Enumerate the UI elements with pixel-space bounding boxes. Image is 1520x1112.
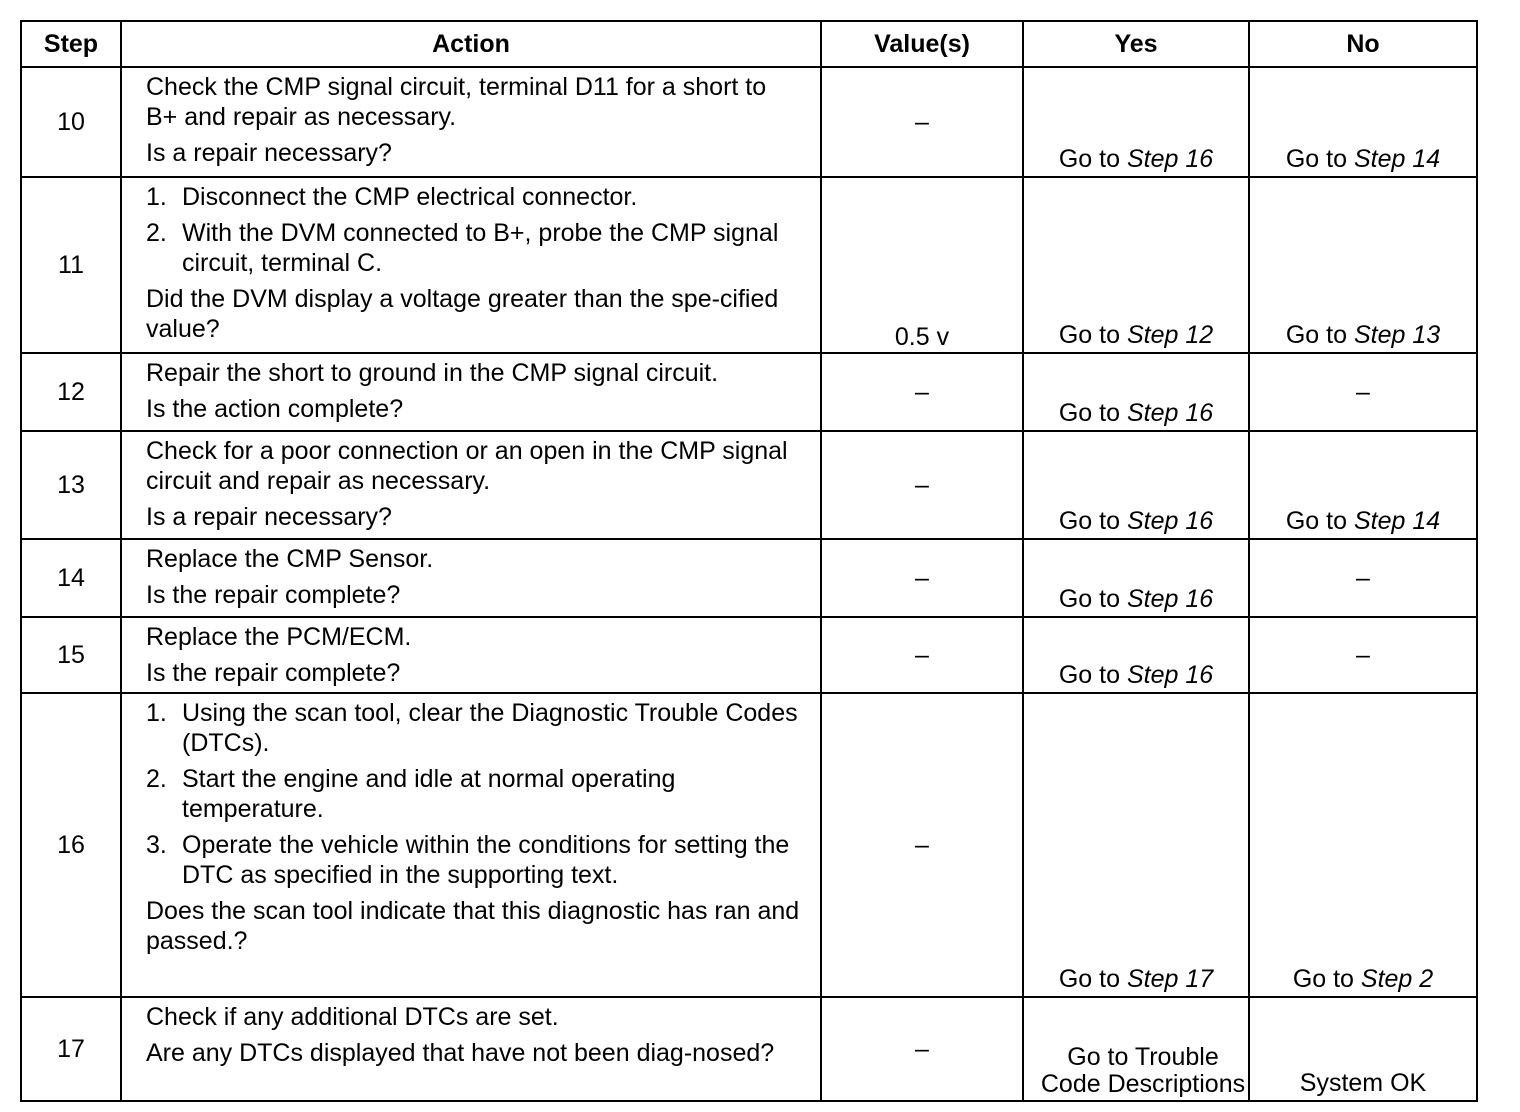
yes-cell (1023, 693, 1249, 997)
header-step: Step (21, 21, 121, 67)
item-text: Operate the vehicle within the conditions for setting the DTC as specified in the supporting text. (182, 831, 790, 889)
yes-prefix: Go to (1058, 145, 1127, 173)
action-question: Is the action complete? (146, 395, 404, 423)
table-row (21, 539, 1477, 617)
action-list-item (146, 218, 800, 278)
value-cell: – (821, 67, 1023, 177)
action-list-item (146, 182, 800, 212)
yes-cell (1023, 539, 1249, 617)
no-cell (1249, 431, 1477, 539)
table-row (21, 431, 1477, 539)
yes-step-ref: Step 16 (1126, 399, 1214, 427)
action-text: Repair the short to ground in the CMP signal circuit. (146, 359, 719, 387)
no-prefix: Go to (1285, 321, 1354, 349)
yes-prefix: Go to (1058, 507, 1127, 535)
action-question: Is the repair complete? (146, 659, 401, 687)
item-text: With the DVM connected to B+, probe the CMP signal circuit, terminal C. (182, 219, 779, 277)
action-cell (121, 177, 821, 353)
action-question: Did the DVM display a voltage greater than the spe-cified value? (146, 285, 779, 343)
no-step-ref: Step 14 (1353, 145, 1441, 173)
no-cell: – (1249, 617, 1477, 693)
action-question: Is a repair necessary? (146, 139, 392, 167)
table-row (21, 997, 1477, 1101)
item-number: 2. (146, 219, 167, 247)
value-cell: – (821, 693, 1023, 997)
header-row (21, 21, 1477, 67)
step-number: 16 (21, 693, 121, 997)
yes-step-ref: Step 16 (1126, 145, 1214, 173)
no-cell (1249, 67, 1477, 177)
item-text: Disconnect the CMP electrical connector. (182, 183, 638, 211)
yes-step-ref: Step 12 (1126, 321, 1214, 349)
yes-cell (1023, 431, 1249, 539)
table-row (21, 67, 1477, 177)
yes-cell (1023, 617, 1249, 693)
header-values: Value(s) (821, 21, 1023, 67)
item-text: Using the scan tool, clear the Diagnostic Trouble Codes (DTCs). (182, 699, 798, 757)
action-question: Is a repair necessary? (146, 503, 392, 531)
step-number: 13 (21, 431, 121, 539)
item-number: 2. (146, 765, 167, 793)
header-no: No (1249, 21, 1477, 67)
step-number: 12 (21, 353, 121, 431)
table-row (21, 617, 1477, 693)
yes-step-ref: Step 16 (1126, 585, 1214, 613)
action-question: Are any DTCs displayed that have not been diag-nosed? (146, 1039, 775, 1067)
action-text: Replace the CMP Sensor. (146, 545, 434, 573)
no-step-ref: Step 13 (1353, 321, 1441, 349)
step-number: 11 (21, 177, 121, 353)
action-question: Is the repair complete? (146, 581, 401, 609)
value-cell: – (821, 431, 1023, 539)
value-cell: – (821, 353, 1023, 431)
action-list-item (146, 830, 800, 890)
yes-prefix: Go to (1058, 585, 1127, 613)
step-number: 10 (21, 67, 121, 177)
table-row (21, 177, 1477, 353)
step-number: 15 (21, 617, 121, 693)
action-list-item (146, 698, 800, 758)
action-cell (121, 67, 821, 177)
no-step-ref: Step 2 (1360, 965, 1434, 993)
item-number: 3. (146, 831, 167, 859)
no-prefix: Go to (1285, 145, 1354, 173)
action-text: Check the CMP signal circuit, terminal D11 for a short to B+ and repair as necessary. (146, 73, 767, 131)
table-row (21, 693, 1477, 997)
yes-prefix: Go to (1058, 399, 1127, 427)
step-number: 17 (21, 997, 121, 1101)
table-row (21, 353, 1477, 431)
value-cell: – (821, 617, 1023, 693)
yes-cell (1023, 353, 1249, 431)
yes-prefix: Go to (1058, 321, 1127, 349)
item-text: Start the engine and idle at normal operating temperature. (182, 765, 676, 823)
action-cell (121, 431, 821, 539)
action-text: Check if any additional DTCs are set. (146, 1003, 559, 1031)
no-cell: – (1249, 539, 1477, 617)
action-text: Replace the PCM/ECM. (146, 623, 412, 651)
no-prefix: Go to (1292, 965, 1361, 993)
no-step-ref: Step 14 (1353, 507, 1441, 535)
value-cell: 0.5 v (821, 177, 1023, 353)
item-number: 1. (146, 699, 167, 727)
header-yes: Yes (1023, 21, 1249, 67)
yes-cell (1023, 177, 1249, 353)
action-text: Check for a poor connection or an open in the CMP signal circuit and repair as necessary. (146, 437, 788, 495)
step-number: 14 (21, 539, 121, 617)
yes-prefix: Go to (1058, 965, 1127, 993)
action-list-item (146, 764, 800, 824)
no-cell: System OK (1249, 997, 1477, 1101)
item-number: 1. (146, 183, 167, 211)
diagnostic-table (20, 20, 1478, 1102)
no-cell: – (1249, 353, 1477, 431)
no-prefix: Go to (1285, 507, 1354, 535)
action-cell (121, 617, 821, 693)
no-cell (1249, 693, 1477, 997)
action-cell (121, 997, 821, 1101)
action-question: Does the scan tool indicate that this diagnostic has ran and passed.? (146, 897, 800, 955)
action-cell (121, 539, 821, 617)
value-cell: – (821, 997, 1023, 1101)
no-cell (1249, 177, 1477, 353)
header-action: Action (121, 21, 821, 67)
yes-step-ref: Step 16 (1126, 661, 1214, 689)
yes-cell (1023, 67, 1249, 177)
yes-cell: Go to Trouble Code Descriptions (1023, 997, 1249, 1101)
yes-step-ref: Step 16 (1126, 507, 1214, 535)
value-cell: – (821, 539, 1023, 617)
action-cell (121, 693, 821, 997)
yes-step-ref: Step 17 (1126, 965, 1214, 993)
action-cell (121, 353, 821, 431)
yes-prefix: Go to (1058, 661, 1127, 689)
